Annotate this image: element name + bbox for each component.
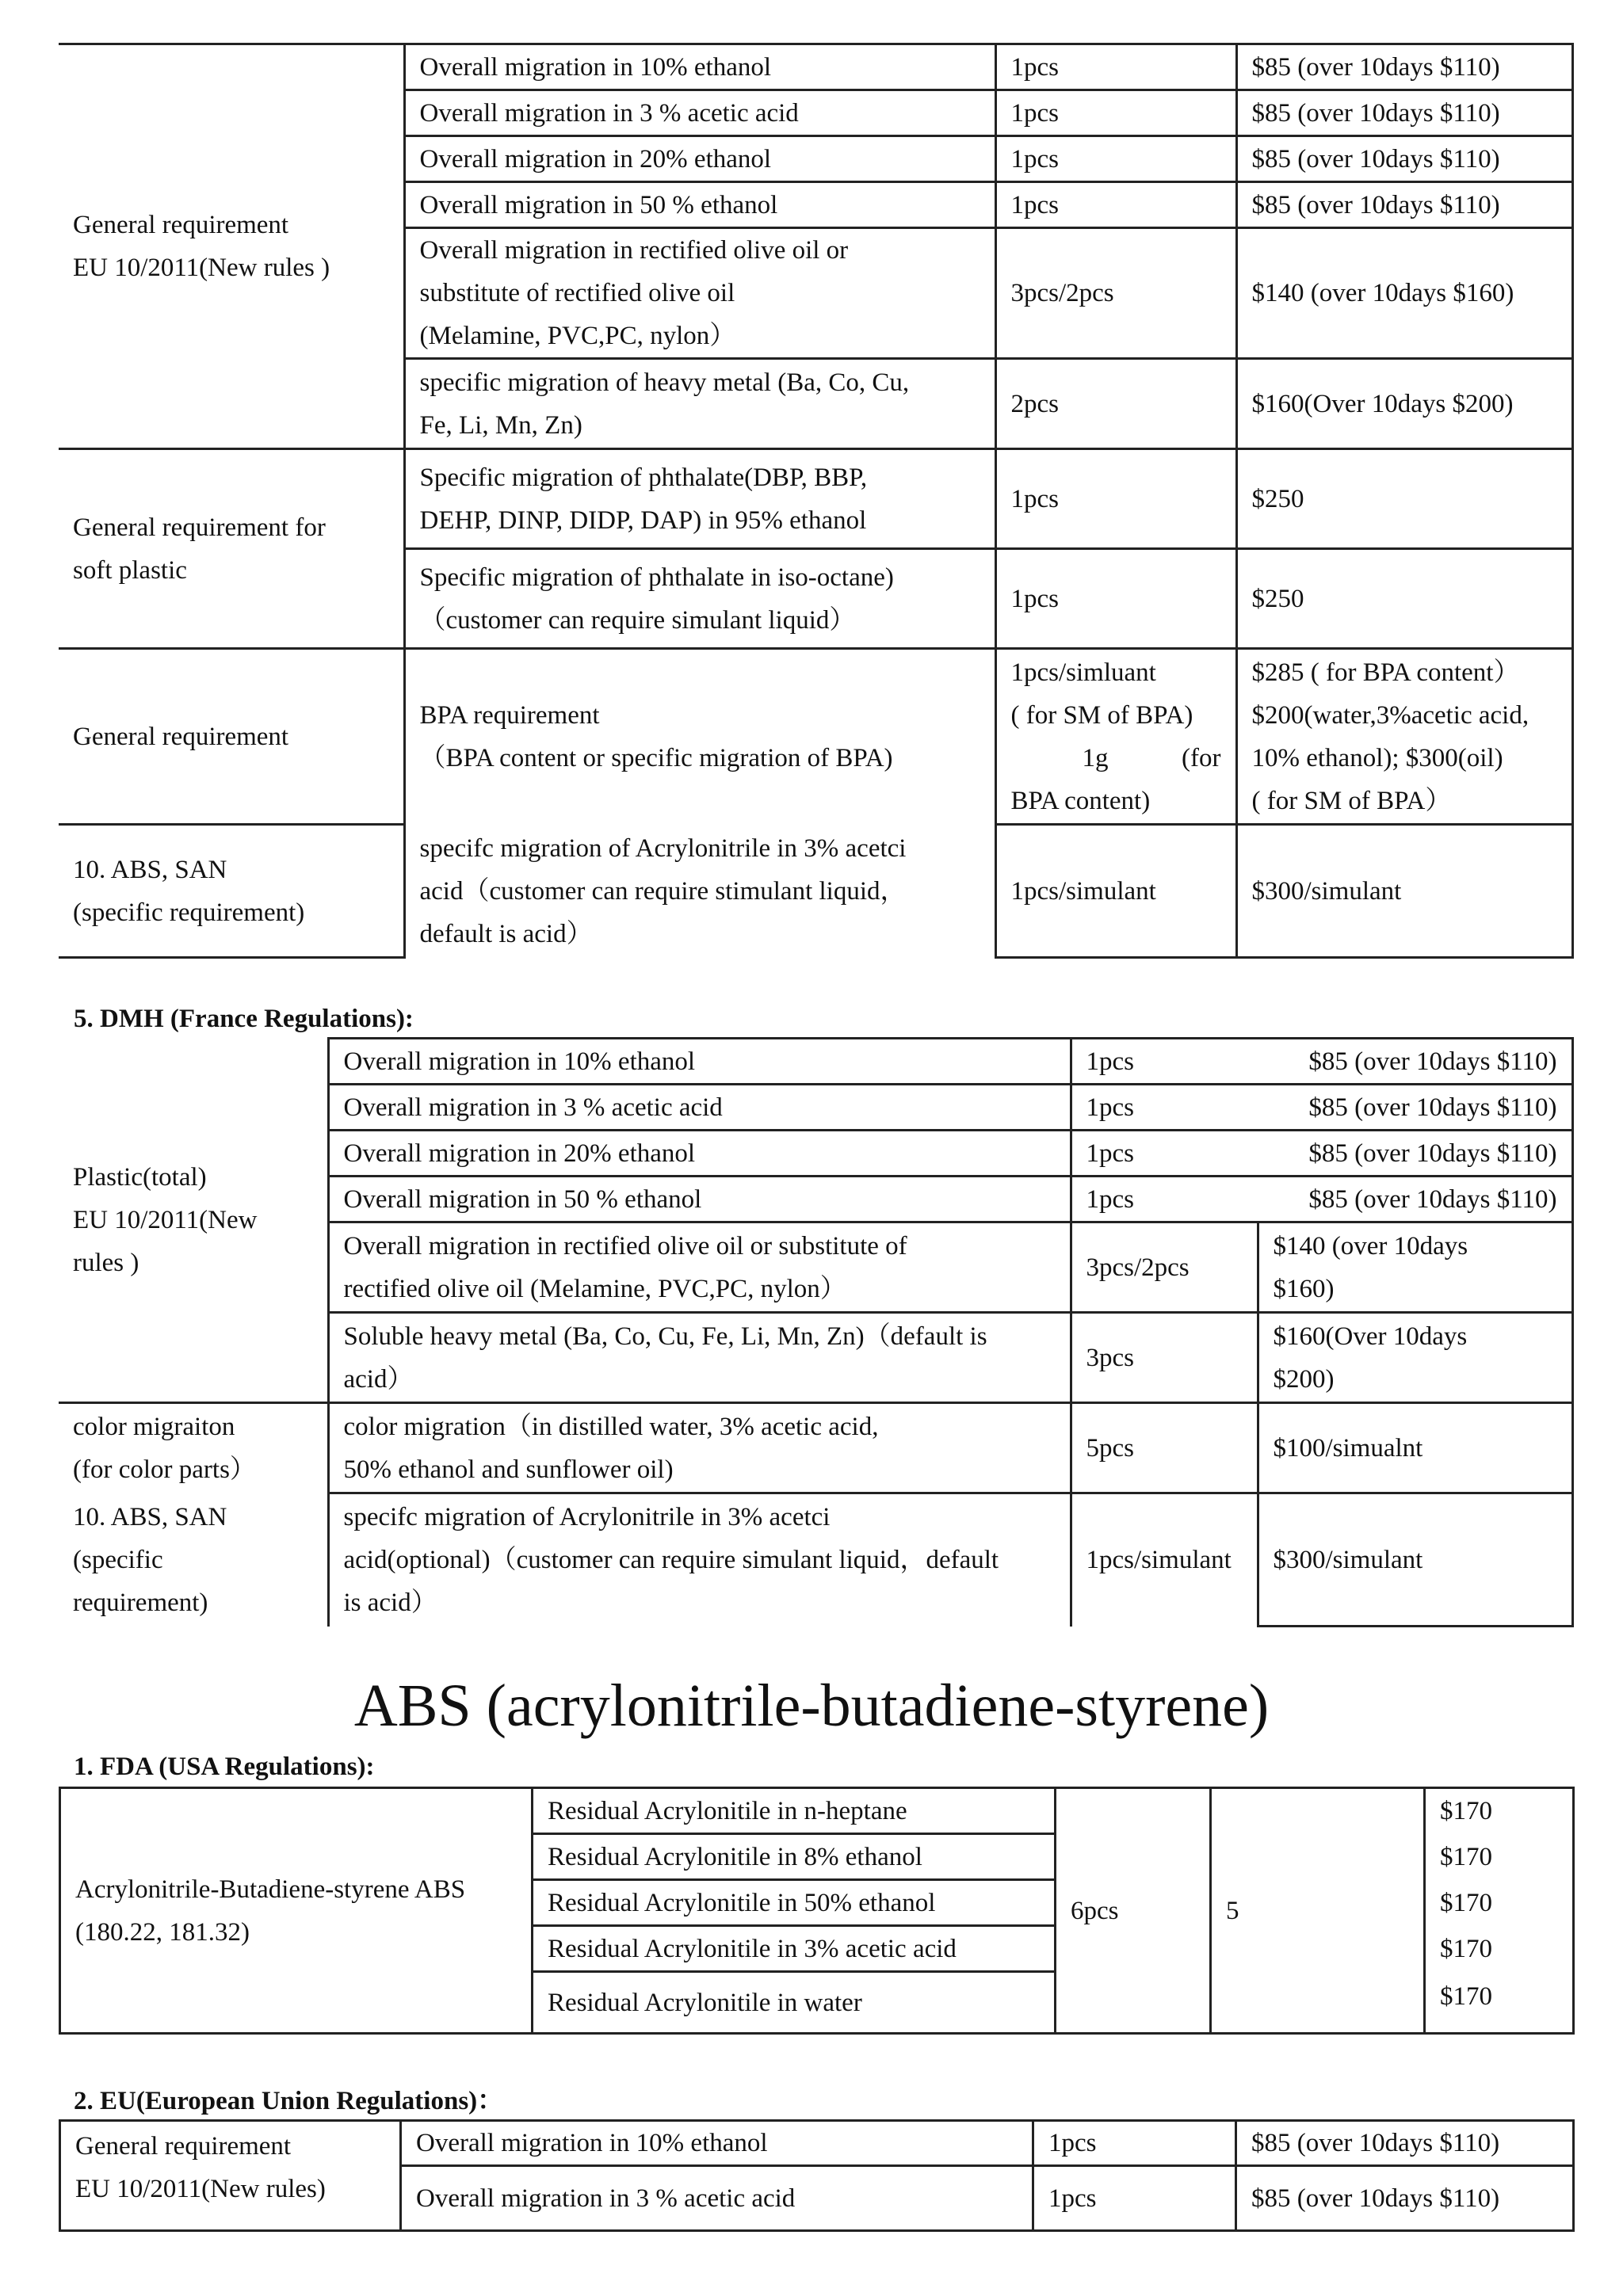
price-cell: $170 bbox=[1425, 1926, 1574, 1972]
cell-line: ( for SM of BPA） bbox=[1251, 786, 1452, 815]
price-cell bbox=[1258, 1222, 1572, 1313]
cell-line: Soluble heavy metal (Ba, Co, Cu, Fe, Li, Mn, Zn)（default is bbox=[343, 1322, 987, 1351]
cell-line: （customer can require simulant liquid） bbox=[419, 605, 856, 635]
test-cell bbox=[328, 1493, 1071, 1627]
cell-line: substitute of rectified olive oil bbox=[419, 279, 735, 307]
cell-text: $85 (over 10days $110) bbox=[1308, 1184, 1557, 1214]
price-cell: $170 bbox=[1425, 1972, 1574, 2034]
test-cell: Overall migration in 20% ethanol bbox=[328, 1131, 1071, 1177]
cell-line bbox=[1011, 737, 1221, 780]
cell-line: （BPA content or specific migration of BPA) bbox=[419, 744, 893, 773]
test-cell: Overall migration in 3 % acetic acid bbox=[401, 2166, 1033, 2231]
group-label: color migraiton bbox=[73, 1413, 235, 1442]
group-label: EU 10/2011(New rules ) bbox=[73, 254, 330, 282]
group-label: 10. ABS, SAN bbox=[73, 855, 227, 884]
test-cell bbox=[404, 359, 995, 449]
cell-line: BPA requirement bbox=[419, 701, 600, 730]
eu-requirements-table bbox=[59, 43, 1574, 959]
fda-table bbox=[59, 1787, 1575, 2035]
group-label: (for color parts） bbox=[73, 1455, 256, 1485]
cell-text: 1g bbox=[1082, 743, 1109, 772]
cell-text: (for bbox=[1182, 743, 1221, 772]
group-label: (specific bbox=[73, 1545, 163, 1574]
group-cell bbox=[59, 449, 404, 649]
cell-line: $200) bbox=[1273, 1364, 1335, 1394]
cell-line: DEHP, DINP, DIDP, DAP) in 95% ethanol bbox=[419, 505, 867, 535]
eu-abs-table bbox=[59, 2119, 1575, 2232]
price-cell: $170 bbox=[1425, 1788, 1574, 1834]
qty-cell: 1pcs bbox=[995, 90, 1236, 136]
days-cell: 5 bbox=[1211, 1788, 1425, 2034]
qty-price-cell bbox=[1071, 1085, 1572, 1131]
cell-line: (Melamine, PVC,PC, nylon） bbox=[419, 322, 736, 350]
cell-line: is acid） bbox=[343, 1589, 437, 1618]
group-cell bbox=[59, 44, 404, 449]
cell-text: 1pcs bbox=[1086, 1093, 1134, 1122]
cell-line: acid（customer can require stimulant liquid， bbox=[419, 876, 907, 906]
price-cell: $85 (over 10days $110) bbox=[1236, 182, 1572, 228]
qty-cell: 5pcs bbox=[1071, 1403, 1258, 1493]
cell-line: Overall migration in rectified olive oil or substitute of bbox=[343, 1231, 907, 1261]
cell-line: color migration（in distilled water, 3% acetic acid, bbox=[343, 1412, 879, 1441]
group-label: requirement) bbox=[73, 1588, 208, 1617]
dmh-table bbox=[59, 1037, 1574, 1627]
price-cell bbox=[1258, 1313, 1572, 1403]
cell-text: 1pcs bbox=[1086, 1184, 1134, 1214]
qty-cell bbox=[995, 649, 1236, 825]
test-cell: Residual Acrylonitile in 3% acetic acid bbox=[533, 1926, 1056, 1972]
test-cell bbox=[404, 549, 995, 649]
price-cell: $250 bbox=[1236, 449, 1572, 549]
cell-line: $200(water,3%acetic acid, bbox=[1251, 700, 1529, 730]
table-row bbox=[60, 1788, 1574, 1834]
table-row bbox=[59, 1493, 1572, 1627]
qty-cell: 1pcs bbox=[1033, 2121, 1236, 2166]
group-label: General requirement bbox=[75, 2132, 292, 2161]
test-cell: Overall migration in 3 % acetic acid bbox=[328, 1085, 1071, 1131]
group-cell bbox=[59, 1403, 328, 1493]
test-cell: Overall migration in 20% ethanol bbox=[404, 136, 995, 182]
section-heading-fda: 1. FDA (USA Regulations): bbox=[74, 1753, 375, 1781]
cell-text: 1pcs bbox=[1086, 1138, 1134, 1168]
cell-line bbox=[1086, 1178, 1557, 1221]
cell-text: $85 (over 10days $110) bbox=[1308, 1093, 1557, 1122]
group-label: Acrylonitrile-Butadiene-styrene ABS bbox=[75, 1875, 466, 1904]
qty-cell: 2pcs bbox=[995, 359, 1236, 449]
group-cell bbox=[59, 1493, 328, 1627]
cell-line: 50% ethanol and sunflower oil) bbox=[343, 1455, 674, 1484]
qty-cell: 1pcs/simulant bbox=[995, 825, 1236, 958]
price-cell: $85 (over 10days $110) bbox=[1236, 2121, 1574, 2166]
cell-text: 1pcs bbox=[1086, 1047, 1134, 1076]
qty-price-cell bbox=[1071, 1131, 1572, 1177]
cell-text: $85 (over 10days $110) bbox=[1308, 1047, 1557, 1076]
price-cell: $100/simualnt bbox=[1258, 1403, 1572, 1493]
test-cell: Overall migration in 3 % acetic acid bbox=[404, 90, 995, 136]
cell-line: Specific migration of phthalate(DBP, BBP, bbox=[419, 463, 868, 492]
test-cell: Residual Acrylonitile in 8% ethanol bbox=[533, 1834, 1056, 1880]
test-cell: Overall migration in 10% ethanol bbox=[404, 44, 995, 90]
test-cell: Residual Acrylonitile in water bbox=[533, 1972, 1056, 2034]
qty-cell: 1pcs bbox=[995, 136, 1236, 182]
group-cell bbox=[59, 825, 404, 958]
group-label: rules ) bbox=[73, 1248, 139, 1277]
group-label: soft plastic bbox=[73, 555, 187, 585]
qty-cell: 1pcs bbox=[1033, 2166, 1236, 2231]
table-row bbox=[59, 44, 1572, 90]
cell-line: $160(Over 10days bbox=[1273, 1322, 1468, 1351]
cell-line: BPA content) bbox=[1010, 786, 1151, 815]
cell-line: specifc migration of Acrylonitrile in 3% acetci bbox=[419, 833, 907, 863]
price-cell: $140 (over 10days $160) bbox=[1236, 228, 1572, 359]
group-label: EU 10/2011(New rules) bbox=[75, 2175, 326, 2203]
cell-line: 1pcs/simluant bbox=[1010, 658, 1156, 687]
cell-line: Specific migration of phthalate in iso-octane) bbox=[419, 563, 894, 592]
price-cell: $170 bbox=[1425, 1834, 1574, 1880]
cell-line: acid(optional)（customer can require simulant liquid，default bbox=[343, 1546, 999, 1575]
cell-line: $285 ( for BPA content） bbox=[1251, 658, 1520, 687]
group-cell: General requirement bbox=[59, 649, 404, 825]
table-row bbox=[60, 2121, 1574, 2166]
price-cell: $300/simulant bbox=[1236, 825, 1572, 958]
price-cell: $160(Over 10days $200) bbox=[1236, 359, 1572, 449]
price-cell: $85 (over 10days $110) bbox=[1236, 90, 1572, 136]
cell-line: Fe, Li, Mn, Zn) bbox=[419, 410, 582, 440]
page-title: ABS (acrylonitrile-butadiene-styrene) bbox=[353, 1672, 1270, 1739]
cell-line: specifc migration of Acrylonitrile in 3% acetci bbox=[343, 1503, 831, 1532]
cell-line: rectified olive oil (Melamine, PVC,PC, nylon） bbox=[343, 1274, 846, 1303]
price-cell: $300/simulant bbox=[1258, 1493, 1572, 1627]
cell-line: specific migration of heavy metal (Ba, Co, Cu, bbox=[419, 368, 910, 397]
group-label: General requirement for bbox=[73, 513, 326, 542]
qty-cell: 1pcs bbox=[995, 549, 1236, 649]
qty-cell: 6pcs bbox=[1056, 1788, 1211, 2034]
test-cell bbox=[328, 1313, 1071, 1403]
qty-cell: 3pcs/2pcs bbox=[995, 228, 1236, 359]
test-cell bbox=[404, 449, 995, 549]
cell-line: Overall migration in rectified olive oil or bbox=[419, 236, 849, 265]
cell-line: $140 (over 10days bbox=[1273, 1231, 1468, 1261]
qty-cell: 1pcs/simulant bbox=[1071, 1493, 1258, 1627]
qty-cell: 1pcs bbox=[995, 182, 1236, 228]
table-row bbox=[59, 825, 1572, 958]
cell-line: default is acid） bbox=[419, 919, 593, 948]
cell-line: 10% ethanol); $300(oil) bbox=[1251, 743, 1503, 772]
table-row bbox=[59, 649, 1572, 825]
table-row bbox=[59, 449, 1572, 549]
group-label: 10. ABS, SAN bbox=[73, 1502, 227, 1531]
price-cell: $85 (over 10days $110) bbox=[1236, 2166, 1574, 2231]
group-label: Plastic(total) bbox=[73, 1162, 207, 1192]
group-cell bbox=[59, 1039, 328, 1403]
price-cell bbox=[1236, 649, 1572, 825]
price-cell: $170 bbox=[1425, 1880, 1574, 1926]
group-label: General requirement bbox=[73, 211, 289, 239]
group-cell bbox=[60, 2121, 401, 2231]
test-cell bbox=[328, 1403, 1071, 1493]
test-cell: Overall migration in 10% ethanol bbox=[328, 1039, 1071, 1085]
test-cell bbox=[404, 228, 995, 359]
test-cell: Residual Acrylonitile in 50% ethanol bbox=[533, 1880, 1056, 1926]
cell-line bbox=[1086, 1086, 1557, 1129]
qty-cell: 3pcs bbox=[1071, 1313, 1258, 1403]
cell-text: $85 (over 10days $110) bbox=[1308, 1138, 1557, 1168]
cell-line bbox=[1086, 1132, 1557, 1175]
table-row bbox=[59, 1403, 1572, 1493]
cell-line: $160) bbox=[1273, 1274, 1335, 1303]
price-cell: $250 bbox=[1236, 549, 1572, 649]
test-cell: Overall migration in 50 % ethanol bbox=[328, 1177, 1071, 1222]
group-label: EU 10/2011(New bbox=[73, 1205, 258, 1234]
section-heading-eu: 2. EU(European Union Regulations)： bbox=[74, 2087, 504, 2115]
section-heading-dmh: 5. DMH (France Regulations): bbox=[74, 1005, 414, 1033]
group-label: (specific requirement) bbox=[73, 898, 305, 927]
test-cell: Residual Acrylonitile in n-heptane bbox=[533, 1788, 1056, 1834]
table-row bbox=[59, 1039, 1572, 1085]
qty-cell: 1pcs bbox=[995, 44, 1236, 90]
qty-price-cell bbox=[1071, 1177, 1572, 1222]
group-label: (180.22, 181.32) bbox=[75, 1917, 250, 1947]
group-cell bbox=[60, 1788, 533, 2034]
test-cell bbox=[404, 649, 995, 825]
qty-cell: 3pcs/2pcs bbox=[1071, 1222, 1258, 1313]
price-cell: $85 (over 10days $110) bbox=[1236, 44, 1572, 90]
qty-price-cell bbox=[1071, 1039, 1572, 1085]
cell-line: ( for SM of BPA) bbox=[1010, 700, 1193, 730]
cell-line bbox=[1086, 1040, 1557, 1083]
test-cell: Overall migration in 50 % ethanol bbox=[404, 182, 995, 228]
cell-line: acid） bbox=[343, 1364, 414, 1394]
test-cell: Overall migration in 10% ethanol bbox=[401, 2121, 1033, 2166]
price-cell: $85 (over 10days $110) bbox=[1236, 136, 1572, 182]
qty-cell: 1pcs bbox=[995, 449, 1236, 549]
test-cell bbox=[328, 1222, 1071, 1313]
test-cell bbox=[404, 825, 995, 958]
